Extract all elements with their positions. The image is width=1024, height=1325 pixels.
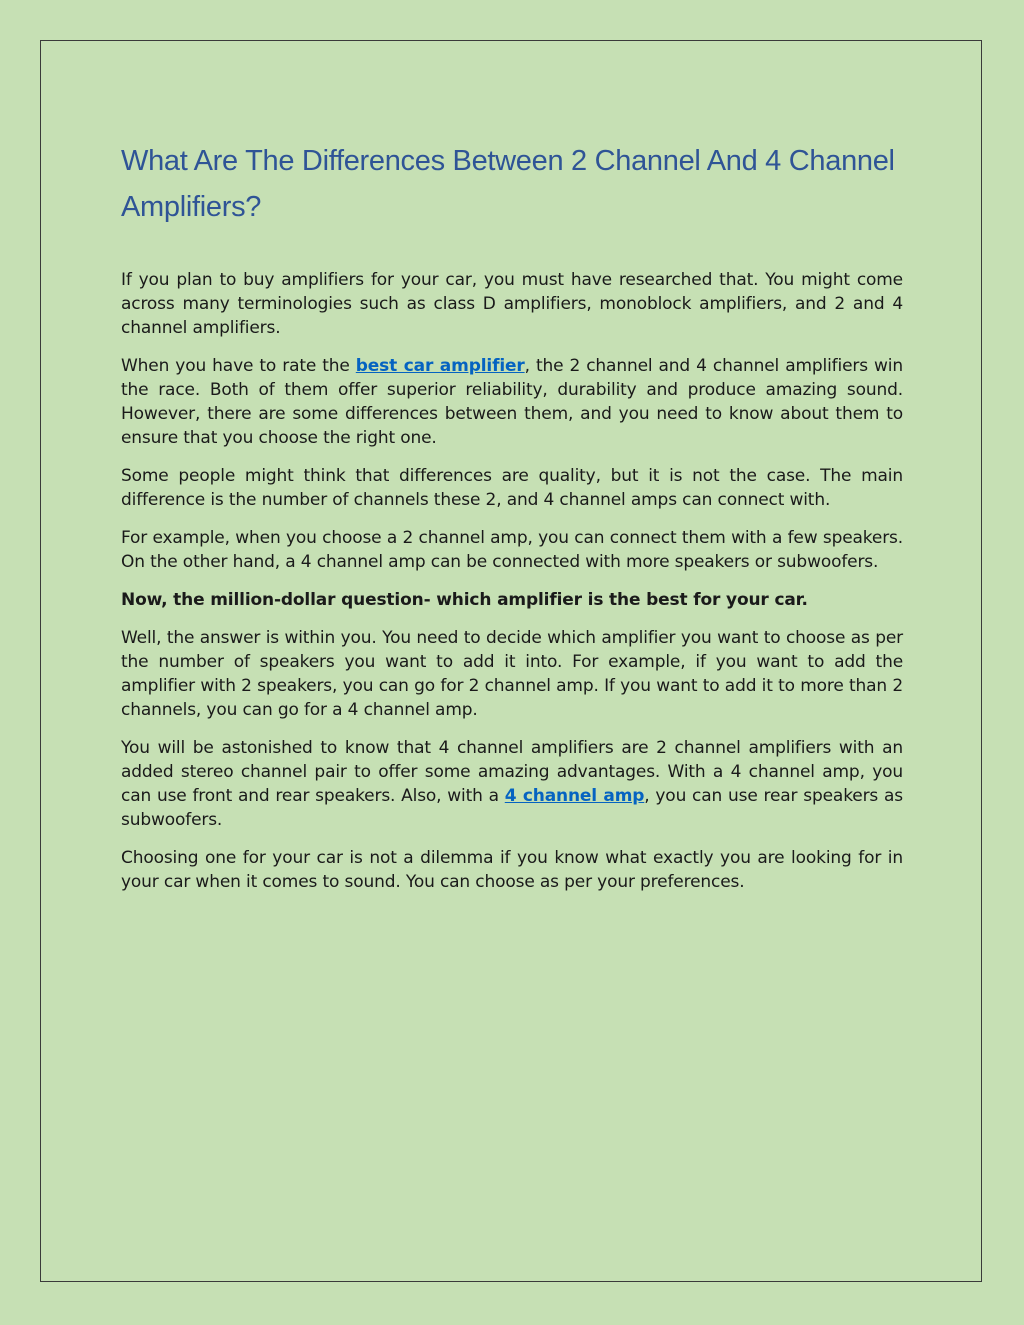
paragraph-answer: Well, the answer is within you. You need to decide which amplifier you want to choose as per the number of speakers you want to add it into. For example, if you want to add the amplifier with 2 speakers, you can go for 2 channel amp. If you want to add it to more than 2 channels, you can go for a 4 channel amp. (121, 628, 903, 720)
paragraph-advantages (121, 736, 903, 832)
best-car-amplifier-link[interactable]: best car amplifier (355, 356, 525, 376)
four-channel-amp-link[interactable]: 4 channel amp (504, 786, 645, 806)
paragraph-question: Now, the million-dollar question- which amplifier is the best for your car. (121, 590, 808, 610)
page-title: What Are The Differences Between 2 Channel And 4 Channel Amplifiers? (121, 145, 895, 223)
paragraph-example: For example, when you choose a 2 channel amp, you can connect them with a few speakers. On the other hand, a 4 channel amp can be connected with more speakers or subwoofers. (121, 528, 903, 572)
paragraph-conclusion: Choosing one for your car is not a dilemma if you know what exactly you are looking for in your car when it comes to sound. You can choose as per your preferences. (121, 848, 903, 892)
paragraph-differences: Some people might think that differences are quality, but it is not the case. The main difference is the number of channels these 2, and 4 channel amps can connect with. (121, 466, 903, 510)
paragraph-advantages-text-end: , you can use rear speakers as subwoofers. (121, 786, 903, 830)
paragraph-rating-text-start: When you have to rate the (121, 356, 356, 376)
paragraph-rating (121, 354, 903, 450)
document-body (121, 138, 903, 908)
paragraph-advantages-text-start: You will be astonished to know that 4 channel amplifiers are 2 channel amplifiers with an added stereo channel pair to offer some amazing advantages. With a 4 channel amp, you can use front and rear speakers. Also, with a (121, 738, 903, 806)
paragraph-intro: If you plan to buy amplifiers for your car, you must have researched that. You might come across many terminologies such as class D amplifiers, monoblock amplifiers, and 2 and 4 channel amplifiers. (121, 270, 903, 338)
paragraph-rating-text-end: , the 2 channel and 4 channel amplifiers win the race. Both of them offer superior reliability, durability and produce amazing sound. However, there are some differences between them, and you need to know about them to ensure that you choose the right one. (121, 356, 903, 448)
